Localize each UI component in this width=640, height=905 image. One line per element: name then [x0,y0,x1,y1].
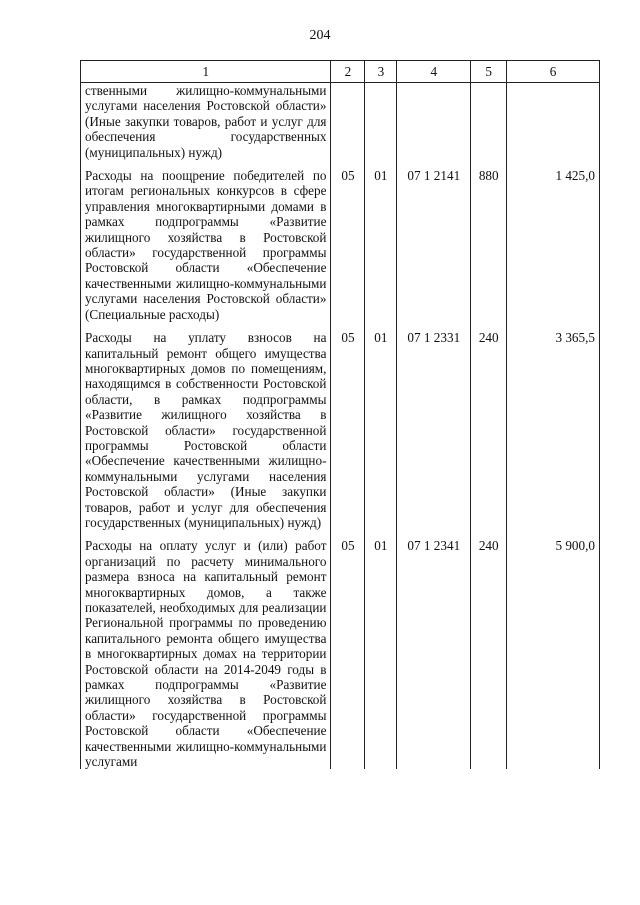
budget-table [80,60,600,769]
table-row [81,330,600,538]
row-description: Расходы на уплату взносов на капитальный ремонт общего имущества многоквартирных домов по помещениям, находящимся в собственности Ростовской области, в рамках подпрограммы «Развитие жилищного хозяйства в Ростовской области» государственной программы Ростовской области «Обеспечение качественными жилищно-коммунальными услугами населения Ростовской области» (Иные закупки товаров, работ и услуг для обеспечения государственных (муниципальных) нужд) [81,330,331,538]
row-target-code: 07 1 2331 [397,330,471,538]
row-target-code [397,83,471,169]
page-number: 204 [309,28,331,43]
row-target-code: 07 1 2141 [397,168,471,330]
header-col-5: 5 [471,61,507,83]
table-row [81,538,600,769]
row-expense-type: 240 [471,538,507,769]
header-col-6: 6 [507,61,600,83]
header-col-3: 3 [365,61,397,83]
row-subsection: 01 [365,168,397,330]
row-description: Расходы на оплату услуг и (или) работ организаций по расчету минимального размера взноса на капитальный ремонт многоквартирных домов, а также показателей, необходимых для реализации Региональной программы по проведению капитального ремонта общего имущества в многоквартирных домах на территории Ростовской области на 2014-2049 годы в рамках подпрограммы «Развитие жилищного хозяйства в Ростовской области» государственной программы Ростовской области «Обеспечение качественными жилищно-коммунальными услугами [81,538,331,769]
table-row [81,168,600,330]
row-amount [507,83,600,169]
row-subsection [365,83,397,169]
row-amount: 5 900,0 [507,538,600,769]
row-subsection: 01 [365,330,397,538]
row-section: 05 [331,538,365,769]
header-col-4: 4 [397,61,471,83]
row-section [331,83,365,169]
header-col-2: 2 [331,61,365,83]
row-target-code: 07 1 2341 [397,538,471,769]
row-description: Расходы на поощрение победителей по итогам региональных конкурсов в сфере управления многоквартирными домами в рамках подпрограммы «Развитие жилищного хозяйства в Ростовской области» государственной программы Ростовской области «Обеспечение качественными жилищно-коммунальными услугами населения Ростовской области» (Специальные расходы) [81,168,331,330]
row-expense-type [471,83,507,169]
row-amount: 3 365,5 [507,330,600,538]
row-expense-type: 880 [471,168,507,330]
row-section: 05 [331,168,365,330]
row-subsection: 01 [365,538,397,769]
row-description: ственными жилищно-коммунальными услугами населения Ростовской области» (Иные закупки товаров, работ и услуг для обеспечения государственных (муниципальных) нужд) [81,83,331,169]
table-row [81,83,600,169]
row-expense-type: 240 [471,330,507,538]
header-row [81,61,600,83]
header-col-1: 1 [81,61,331,83]
row-amount: 1 425,0 [507,168,600,330]
row-section: 05 [331,330,365,538]
